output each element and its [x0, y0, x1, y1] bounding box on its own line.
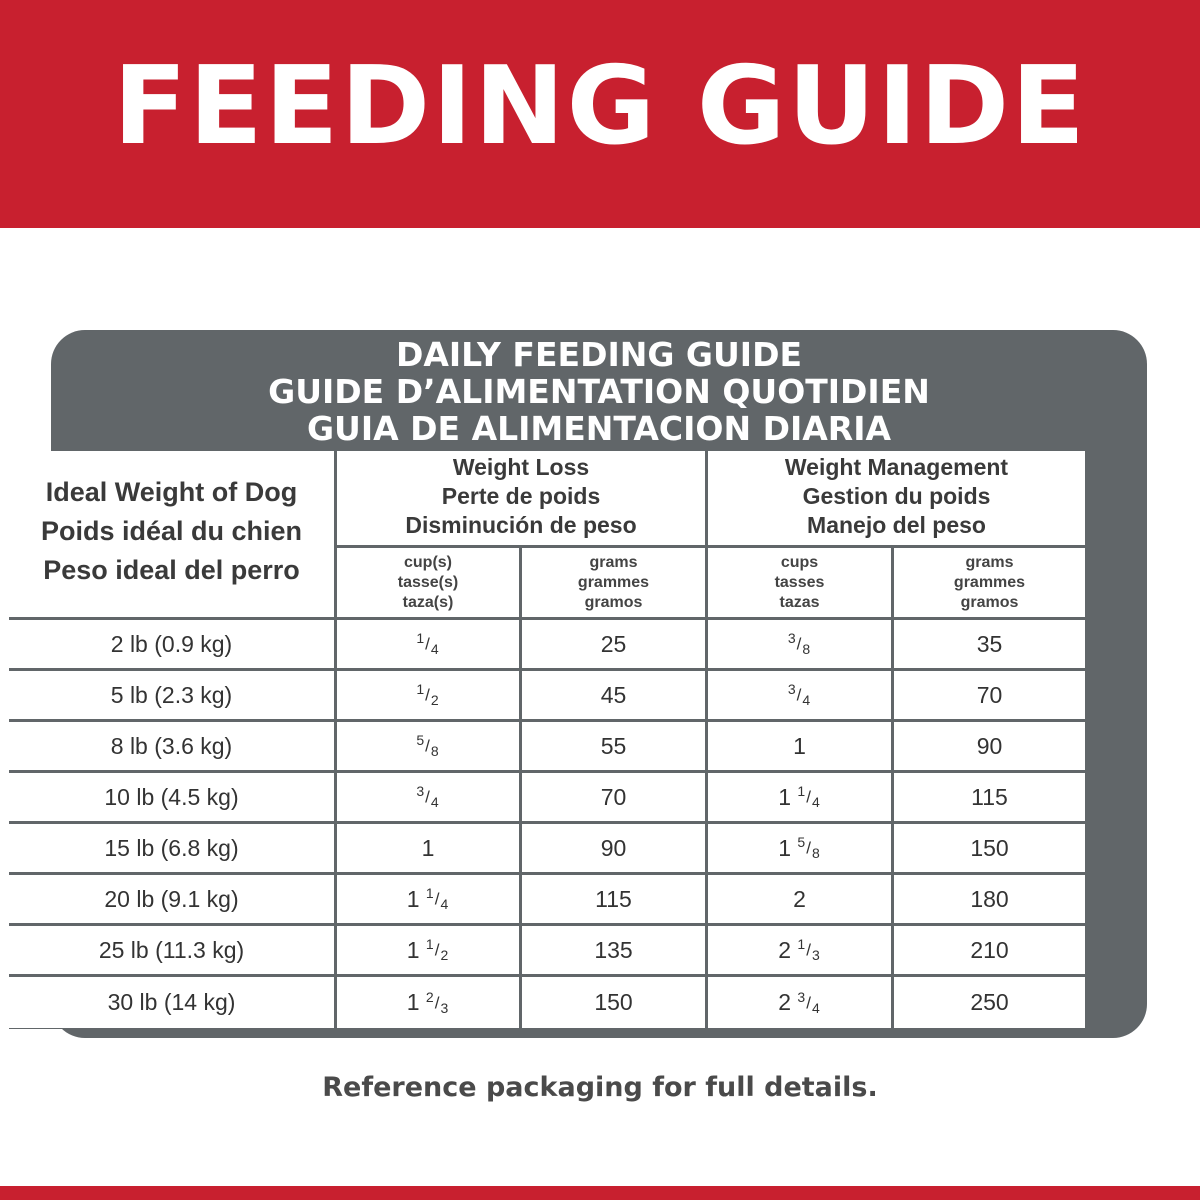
- unit-label: grammes: [953, 573, 1026, 591]
- unit-label: tasse(s): [397, 573, 459, 591]
- unit-label: cups: [780, 553, 819, 571]
- weight-management-french: Gestion du poids: [802, 482, 991, 509]
- loss-cups-cell: 1 $^1/_4$: [337, 875, 522, 926]
- loss-cups-cell: 1 $^2/_3$: [337, 977, 522, 1028]
- management-grams-cell: 70: [894, 671, 1085, 722]
- weight-header-spanish: Peso ideal del perro: [43, 555, 300, 585]
- unit-label: gramos: [960, 593, 1019, 611]
- loss-cups-cell: $^1/_4$: [337, 620, 522, 671]
- table-title: [51, 336, 1147, 447]
- weight-header-english: Ideal Weight of Dog: [45, 477, 298, 507]
- loss-grams-cell: 150: [522, 977, 708, 1028]
- weight-loss-english: Weight Loss: [452, 453, 590, 480]
- management-grams-cell: 180: [894, 875, 1085, 926]
- weight-loss-spanish: Disminución de peso: [405, 511, 637, 538]
- management-grams-cell: 35: [894, 620, 1085, 671]
- management-cups-cell: 1 $^1/_4$: [708, 773, 894, 824]
- page-title: FEEDING GUIDE: [113, 44, 1087, 169]
- loss-cups-cell: $^3/_4$: [337, 773, 522, 824]
- weight-cell: 8 lb (3.6 kg): [9, 722, 337, 773]
- management-cups-cell: $^3/_4$: [708, 671, 894, 722]
- management-cups-cell: 1 $^5/_8$: [708, 824, 894, 875]
- loss-grams-cell: 55: [522, 722, 708, 773]
- loss-cups-cell: 1: [337, 824, 522, 875]
- loss-grams-cell: 115: [522, 875, 708, 926]
- bottom-bar: [0, 1186, 1200, 1200]
- weight-column-header: [9, 451, 337, 620]
- weight-cell: 2 lb (0.9 kg): [9, 620, 337, 671]
- loss-grams-cell: 90: [522, 824, 708, 875]
- weight-management-english: Weight Management: [784, 453, 1009, 480]
- unit-label: grams: [589, 553, 638, 571]
- management-grams-cell: 115: [894, 773, 1085, 824]
- unit-label: tasses: [774, 573, 825, 591]
- table-title-french: GUIDE D’ALIMENTATION QUOTIDIEN: [268, 372, 930, 411]
- unit-label: gramos: [584, 593, 643, 611]
- weight-header-french: Poids idéal du chien: [40, 516, 303, 546]
- management-cups-cell: $^3/_8$: [708, 620, 894, 671]
- management-cups-cell: 2 $^3/_4$: [708, 977, 894, 1028]
- loss-grams-cell: 135: [522, 926, 708, 977]
- unit-label: tazas: [779, 593, 820, 611]
- weight-loss-header: [337, 451, 708, 548]
- loss-grams-cell: 25: [522, 620, 708, 671]
- loss-cups-header: [337, 548, 522, 620]
- weight-loss-french: Perte de poids: [441, 482, 601, 509]
- weight-cell: 10 lb (4.5 kg): [9, 773, 337, 824]
- loss-cups-cell: $^5/_8$: [337, 722, 522, 773]
- table-title-english: DAILY FEEDING GUIDE: [395, 335, 803, 374]
- weight-cell: 25 lb (11.3 kg): [9, 926, 337, 977]
- management-grams-cell: 150: [894, 824, 1085, 875]
- management-cups-cell: 1: [708, 722, 894, 773]
- management-grams-cell: 90: [894, 722, 1085, 773]
- management-cups-header: [708, 548, 894, 620]
- loss-grams-cell: 70: [522, 773, 708, 824]
- loss-grams-header: [522, 548, 708, 620]
- unit-label: cup(s): [404, 553, 452, 571]
- header-banner: [0, 0, 1200, 228]
- management-grams-cell: 210: [894, 926, 1085, 977]
- weight-cell: 5 lb (2.3 kg): [9, 671, 337, 722]
- loss-grams-cell: 45: [522, 671, 708, 722]
- unit-label: grams: [965, 553, 1014, 571]
- unit-label: grammes: [577, 573, 650, 591]
- feeding-table: [9, 451, 1085, 1029]
- management-cups-cell: 2: [708, 875, 894, 926]
- management-cups-cell: 2 $^1/_3$: [708, 926, 894, 977]
- footnote: Reference packaging for full details.: [322, 1072, 878, 1103]
- table-title-spanish: GUIA DE ALIMENTACION DIARIA: [306, 409, 892, 448]
- management-grams-cell: 250: [894, 977, 1085, 1028]
- weight-cell: 15 lb (6.8 kg): [9, 824, 337, 875]
- management-grams-header: [894, 548, 1085, 620]
- weight-management-spanish: Manejo del peso: [807, 511, 986, 538]
- unit-label: taza(s): [402, 593, 454, 611]
- weight-cell: 30 lb (14 kg): [9, 977, 337, 1028]
- loss-cups-cell: $^1/_2$: [337, 671, 522, 722]
- weight-cell: 20 lb (9.1 kg): [9, 875, 337, 926]
- weight-management-header: [708, 451, 1085, 548]
- loss-cups-cell: 1 $^1/_2$: [337, 926, 522, 977]
